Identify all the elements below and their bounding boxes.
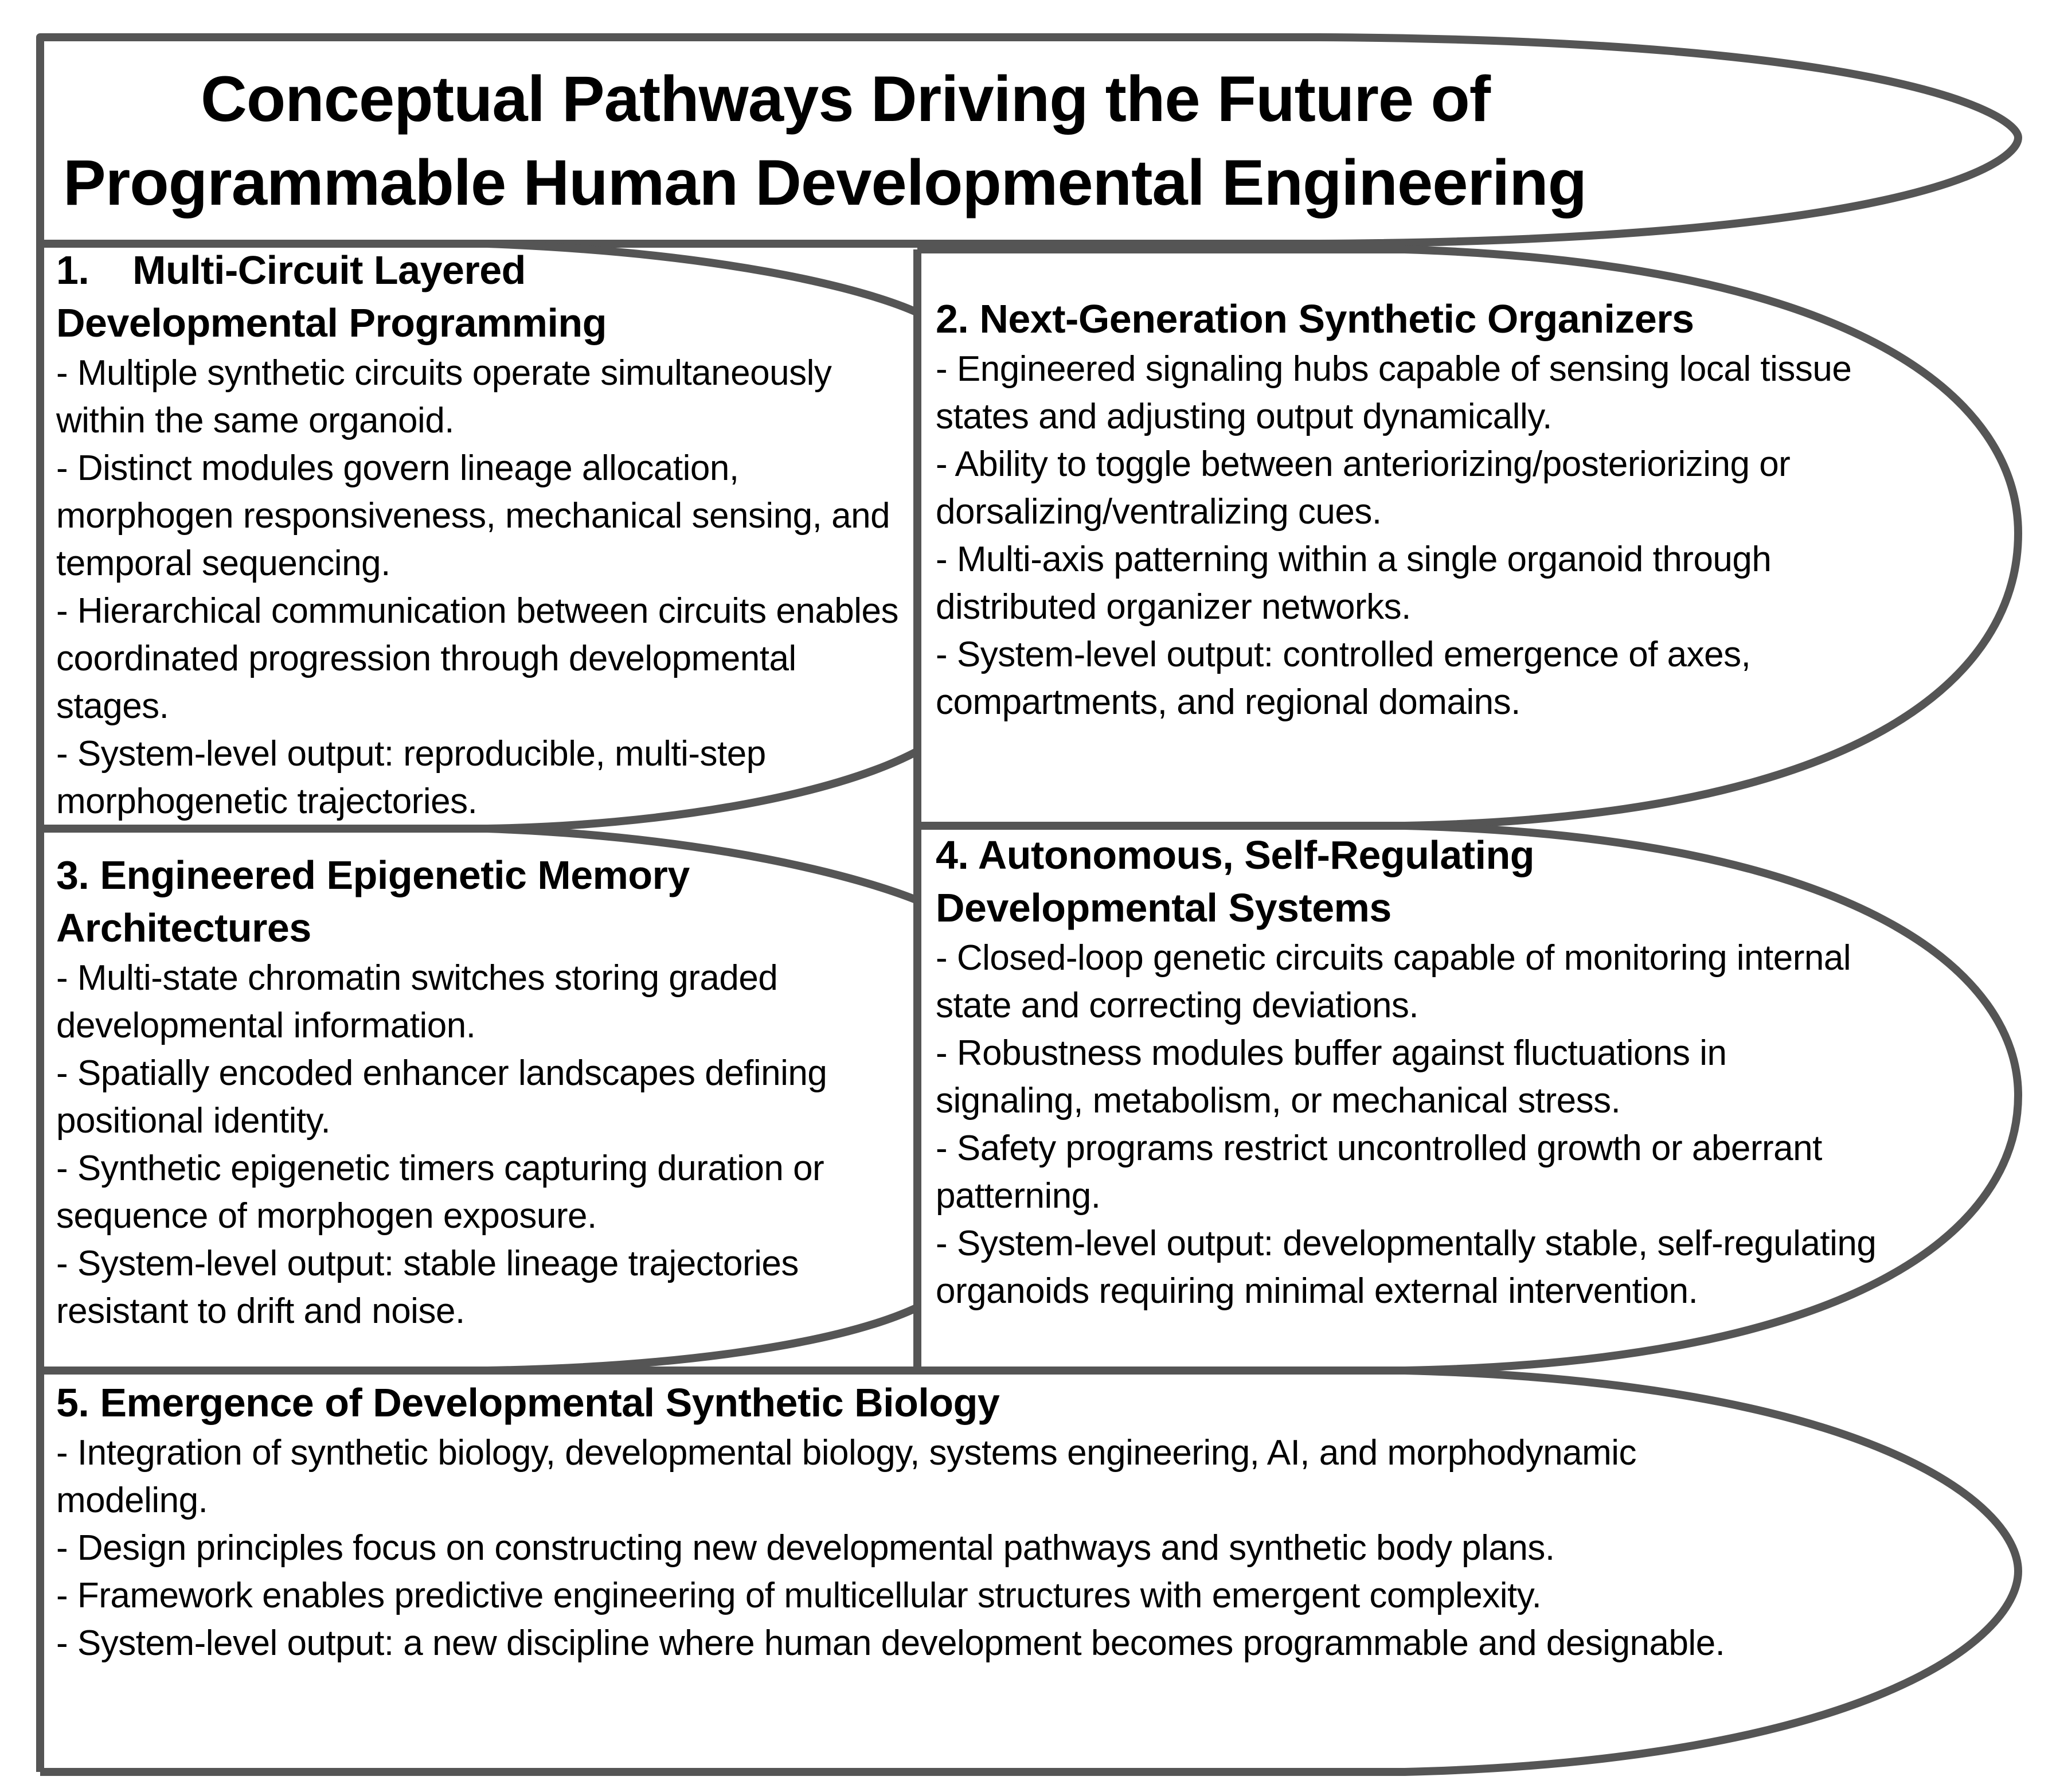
section-4: [936, 829, 1882, 1315]
section-2-bullet: - System-level output: controlled emergence of axes, compartments, and regional domains.: [936, 635, 1751, 722]
section-2-heading: 2. Next-Generation Synthetic Organizers: [936, 296, 1694, 341]
title-line-1: Conceptual Pathways Driving the Future of: [201, 63, 1491, 135]
section-5-bullet: - Design principles focus on constructing new developmental pathways and synthetic body plans.: [56, 1528, 1555, 1568]
section-3-heading-line-2: Architectures: [56, 905, 311, 950]
section-1-bullet: - System-level output: reproducible, multi-step morphogenetic trajectories.: [56, 734, 766, 821]
section-1-heading-line-2: Developmental Programming: [56, 300, 607, 345]
section-3-bullet: - Spatially encoded enhancer landscapes defining positional identity.: [56, 1053, 827, 1141]
section-3: [56, 849, 916, 1335]
section-4-bullet: - Closed-loop genetic circuits capable of monitoring internal state and correcting deviations.: [936, 938, 1851, 1025]
section-5-bullet: - System-level output: a new discipline where human development becomes programmable and designable.: [56, 1623, 1725, 1663]
section-2-bullet: - Multi-axis patterning within a single organoid through distributed organizer networks.: [936, 540, 1772, 627]
section-5-heading: 5. Emergence of Developmental Synthetic Biology: [56, 1380, 1000, 1425]
section-3-heading-line-1: 3. Engineered Epigenetic Memory: [56, 853, 690, 897]
section-1-bullet: - Multiple synthetic circuits operate simultaneously within the same organoid.: [56, 353, 832, 440]
section-5: [56, 1376, 1748, 1667]
section-4-heading-line-2: Developmental Systems: [936, 885, 1391, 930]
section-2-bullet: - Ability to toggle between anteriorizing/posteriorizing or dorsalizing/ventralizing cues.: [936, 444, 1791, 532]
section-2-bullet: - Engineered signaling hubs capable of sensing local tissue states and adjusting output dynamically.: [936, 349, 1852, 436]
section-3-bullet: - System-level output: stable lineage trajectories resistant to drift and noise.: [56, 1244, 799, 1331]
section-4-heading-line-1: 4. Autonomous, Self-Regulating: [936, 833, 1535, 877]
section-3-bullet: - Multi-state chromatin switches storing graded developmental information.: [56, 958, 778, 1045]
section-4-bullet: - Safety programs restrict uncontrolled growth or aberrant patterning.: [936, 1129, 1822, 1216]
section-4-bullet: - System-level output: developmentally stable, self-regulating organoids requiring minimal external intervention.: [936, 1224, 1877, 1311]
section-1: [56, 244, 916, 825]
section-2: [936, 292, 1882, 726]
page-title: [63, 57, 1783, 225]
section-1-bullet: - Hierarchical communication between circuits enables coordinated progression through developmental stages.: [56, 591, 899, 726]
section-5-bullet: - Integration of synthetic biology, developmental biology, systems engineering, AI, and morphodynamic modeling.: [56, 1433, 1636, 1520]
section-5-bullet: - Framework enables predictive engineering of multicellular structures with emergent complexity.: [56, 1576, 1542, 1615]
section-1-bullet: - Distinct modules govern lineage allocation, morphogen responsiveness, mechanical sensing, and temporal sequencing.: [56, 448, 890, 583]
section-3-bullet: - Synthetic epigenetic timers capturing duration or sequence of morphogen exposure.: [56, 1149, 824, 1236]
title-line-2: Programmable Human Developmental Engineering: [63, 147, 1587, 218]
section-1-heading-line-1: 1. Multi-Circuit Layered: [56, 248, 526, 292]
section-4-bullet: - Robustness modules buffer against fluctuations in signaling, metabolism, or mechanical stress.: [936, 1033, 1727, 1121]
